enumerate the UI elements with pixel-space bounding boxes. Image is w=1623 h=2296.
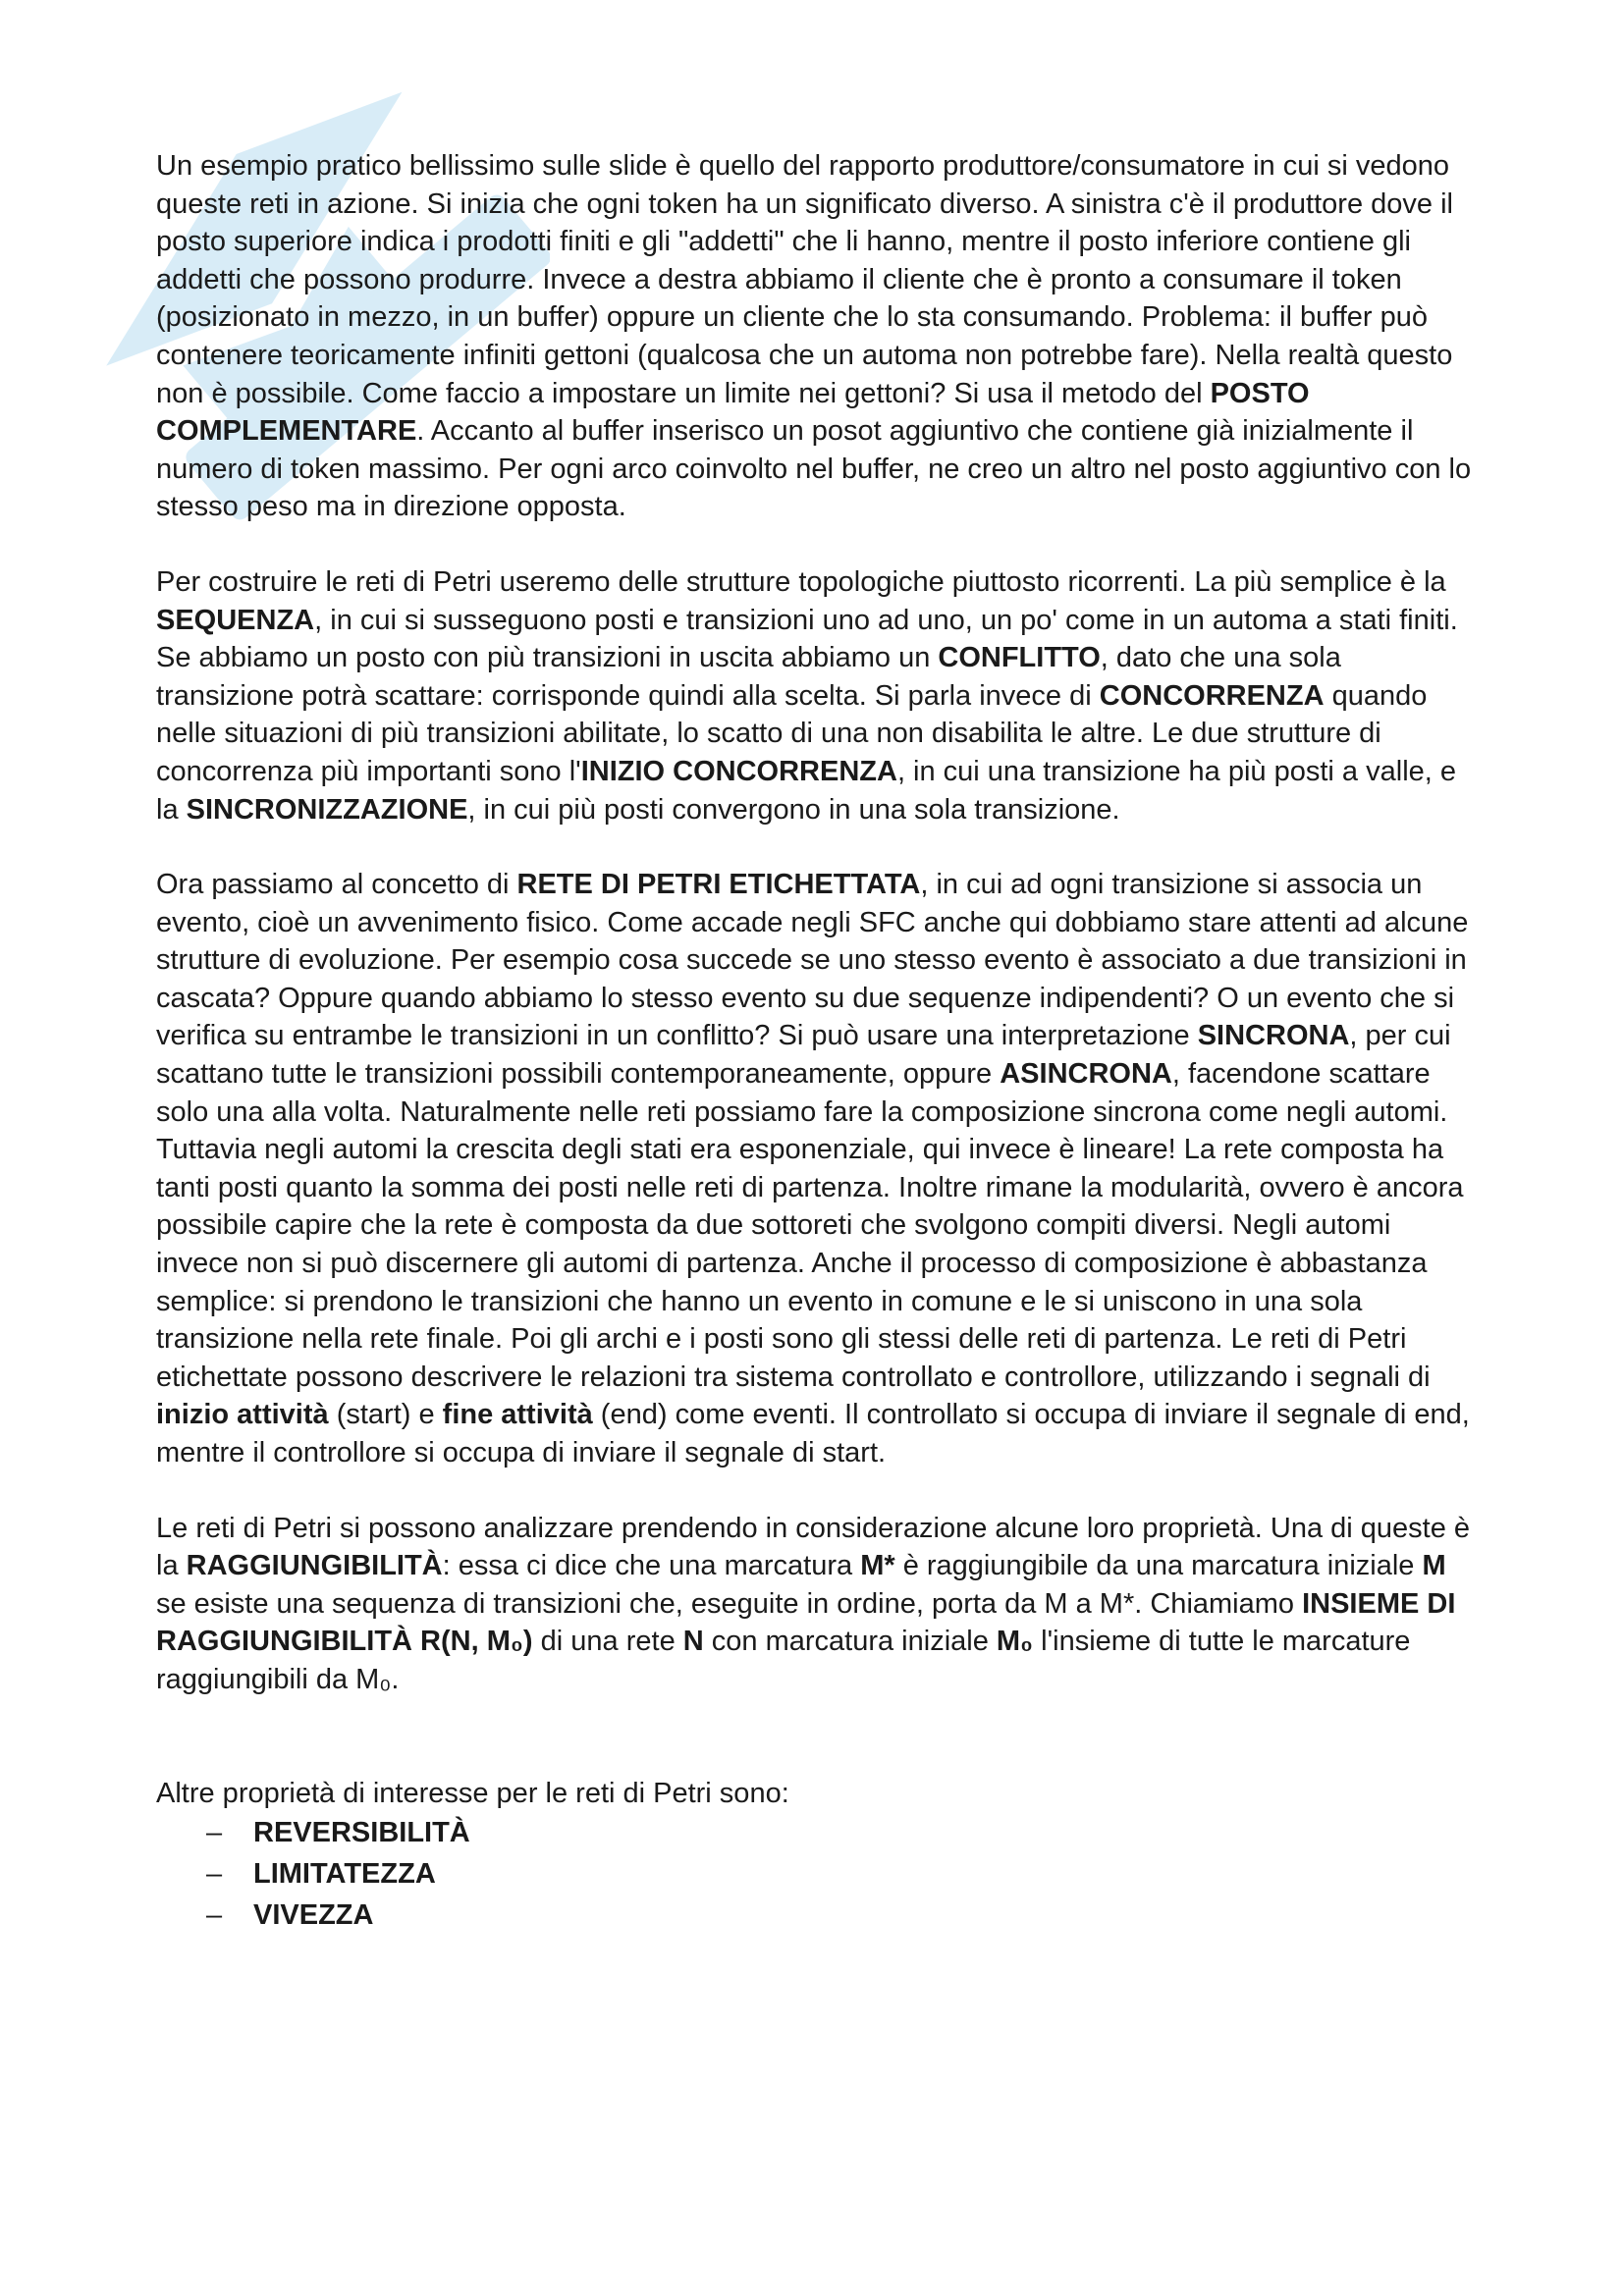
- paragraph-labelled-petri-net: [156, 866, 1477, 1472]
- text-run: l'insieme di tutte le marcature raggiungibili da M₀.: [156, 1626, 1411, 1695]
- text-run: , dato che una sola transizione potrà scattare: corrisponde quindi alla scelta. Si parla invece di: [156, 642, 1341, 712]
- list-dash: –: [206, 1858, 223, 1891]
- paragraph-reachability: [156, 1510, 1477, 1699]
- property-item: [156, 1812, 1477, 1853]
- bold-term: M: [1422, 1550, 1446, 1582]
- bold-term: RAGGIUNGIBILITÀ: [186, 1550, 443, 1582]
- paragraph-topological-structures: [156, 563, 1477, 828]
- text-run: Le reti di Petri si possono analizzare prendendo in considerazione alcune loro proprietà. Una di queste è la: [156, 1512, 1471, 1582]
- bold-term: INSIEME DI RAGGIUNGIBILITÀ R(N, M₀): [156, 1587, 1456, 1658]
- bold-term: inizio attività: [156, 1399, 329, 1431]
- property-label: VIVEZZA: [253, 1899, 374, 1932]
- bold-term: N: [682, 1626, 704, 1658]
- text-run: Per costruire le reti di Petri useremo delle strutture topologiche piuttosto ricorrenti. La più semplice è la: [156, 565, 1446, 598]
- text-run: , in cui si susseguono posti e transizioni uno ad uno, un po' come in un automa a stati finiti. Se abbiamo un posto con più transizioni in uscita abbiamo un: [156, 604, 1458, 674]
- bold-term: M*: [860, 1550, 895, 1582]
- bold-term: SINCRONA: [1197, 1020, 1350, 1052]
- text-run: quando nelle situazioni di più transizioni abilitate, lo scatto di una non disabilita le altre. Le due strutture di concorrenza più importanti sono l': [156, 679, 1428, 787]
- text-run: Un esempio pratico bellissimo sulle slide è quello del rapporto produttore/consumatore in cui si vedono queste reti in azione. Si inizia che ogni token ha un significato diverso. A sinistra c'è il produttore dove il posto superiore indica i prodotti finiti e gli "addetti" che li hanno, mentre il posto inferiore contiene gli addetti che possono produrre. Invece a destra abbiamo il cliente che è pronto a consumare il token (posizionato in mezzo, in un buffer) oppure un cliente che lo sta consumando. Problema: il buffer può contenere teoricamente infiniti gettoni (qualcosa che un automa non potrebbe fare). Nella realtà questo non è possibile. Come faccio a impostare un limite nei gettoni? Si usa il metodo del: [156, 150, 1453, 409]
- property-label: LIMITATEZZA: [253, 1858, 436, 1891]
- list-dash: –: [206, 1817, 223, 1849]
- bold-term: M₀: [996, 1626, 1034, 1658]
- bold-term: POSTO COMPLEMENTARE: [156, 377, 1310, 448]
- property-item: [156, 1895, 1477, 1936]
- properties-list: [156, 1812, 1477, 1936]
- bold-term: INIZIO CONCORRENZA: [580, 755, 897, 787]
- bold-term: ASINCRONA: [1000, 1058, 1172, 1091]
- paragraph-producer-consumer: [156, 147, 1477, 526]
- properties-intro: Altre proprietà di interesse per le reti di Petri sono:: [156, 1777, 789, 1809]
- bold-term: CONFLITTO: [938, 642, 1101, 674]
- list-dash: –: [206, 1899, 223, 1932]
- bold-term: CONCORRENZA: [1099, 679, 1325, 712]
- text-run: , facendone scattare solo una alla volta. Naturalmente nelle reti possiamo fare la composizione sincrona come negli automi. Tuttavia negli automi la crescita degli stati era esponenziale, qui invece è lineare! La rete composta ha tanti posti quanto la somma dei posti nelle reti di partenza. Inoltre rimane la modularità, ovvero è ancora possibile capire che la rete è composta da due sottoreti che svolgono compiti diversi. Negli automi invece non si può discernere gli automi di partenza. Anche il processo di composizione è abbastanza semplice: si prendono le transizioni che hanno un evento in comune e le si uniscono in una sola transizione nella rete finale. Poi gli archi e i posti sono gli stessi delle reti di partenza. Le reti di Petri etichettate possono descrivere le relazioni tra sistema controllato e controllore, utilizzando i segnali di: [156, 1058, 1464, 1393]
- text-run: se esiste una sequenza di transizioni che, eseguite in ordine, porta da M a M*. Chiamiamo: [156, 1587, 1303, 1620]
- property-item: [156, 1853, 1477, 1895]
- text-run: Ora passiamo al concetto di: [156, 869, 517, 901]
- text-run: di una rete: [532, 1626, 683, 1658]
- text-run: . Accanto al buffer inserisco un posot aggiuntivo che contiene già inizialmente il numero di token massimo. Per ogni arco coinvolto nel buffer, ne creo un altro nel posto aggiuntivo con lo stesso peso ma in direzione opposta.: [156, 415, 1472, 523]
- text-run: (end) come eventi. Il controllato si occupa di inviare il segnale di end, mentre il controllore si occupa di inviare il segnale di start.: [156, 1399, 1470, 1468]
- document-body: [156, 147, 1477, 1936]
- text-run: con marcatura iniziale: [703, 1626, 997, 1658]
- text-run: , in cui ad ogni transizione si associa un evento, cioè un avvenimento fisico. Come accade negli SFC anche qui dobbiamo stare attenti ad alcune strutture di evoluzione. Per esempio cosa succede se uno stesso evento è associato a due transizioni in cascata? Oppure quando abbiamo lo stesso evento su due sequenze indipendenti? O un evento che si verifica su entrambe le transizioni in un conflitto? Si può usare una interpretazione: [156, 869, 1469, 1052]
- text-run: , in cui più posti convergono in una sola transizione.: [467, 793, 1120, 826]
- text-run: : essa ci dice che una marcatura: [442, 1550, 861, 1582]
- bold-term: RETE DI PETRI ETICHETTATA: [516, 869, 921, 901]
- bold-term: SINCRONIZZAZIONE: [186, 793, 468, 826]
- text-run: (start) e: [328, 1399, 443, 1431]
- bold-term: fine attività: [442, 1399, 593, 1431]
- text-run: , per cui scattano tutte le transizioni possibili contemporaneamente, oppure: [156, 1020, 1451, 1091]
- text-run: è raggiungibile da una marcatura iniziale: [894, 1550, 1423, 1582]
- property-label: REVERSIBILITÀ: [253, 1817, 470, 1849]
- text-run: , in cui una transizione ha più posti a valle, e la: [156, 755, 1457, 826]
- bold-term: SEQUENZA: [156, 604, 315, 636]
